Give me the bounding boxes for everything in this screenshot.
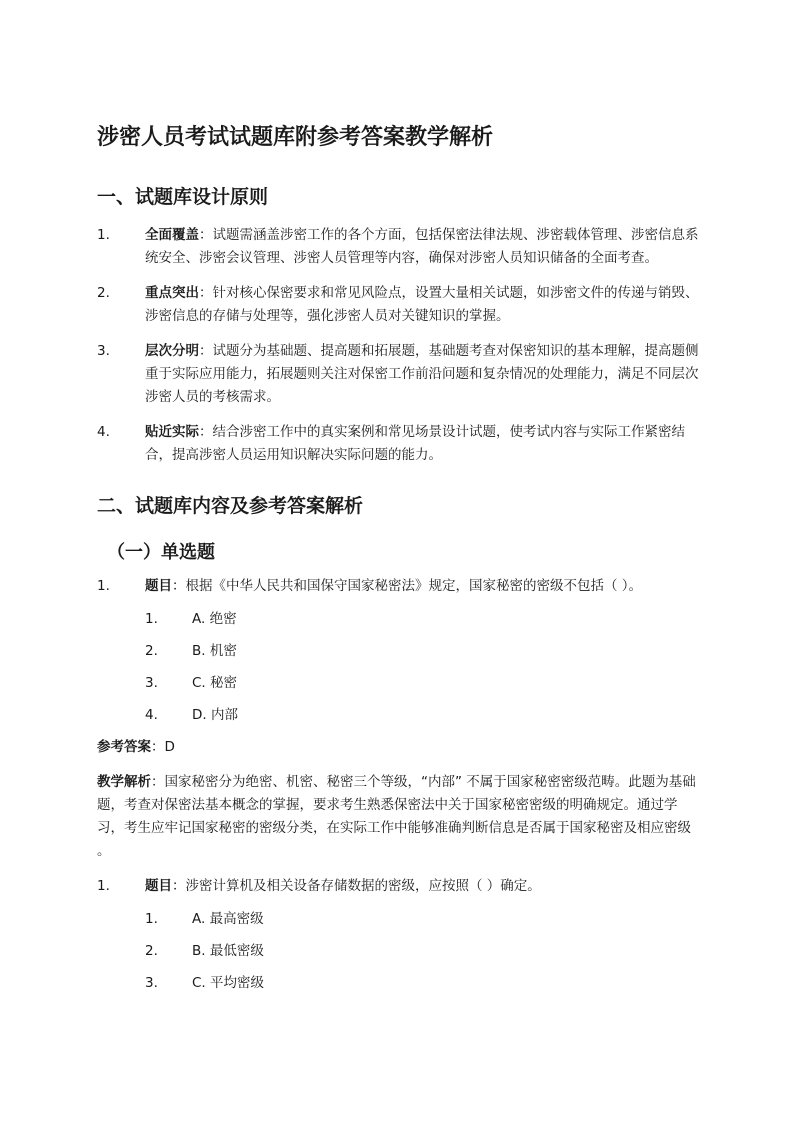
answer-text: ：D [151, 739, 175, 755]
option-text: A. 最高密级 [192, 911, 264, 927]
list-number: 1. [97, 578, 110, 594]
list-number: 2. [145, 943, 158, 959]
principle-text: ：针对核心保密要求和常见风险点，设置大量相关试题，如涉密文件的传递与销毁、涉密信息的存储与处理等，强化涉密人员对关键知识的掌握。 [145, 285, 699, 324]
principle-label: 重点突出 [145, 285, 199, 301]
option-item [97, 940, 703, 963]
option-text: A. 绝密 [192, 611, 237, 627]
list-number: 3. [145, 975, 158, 991]
list-number: 1. [97, 878, 110, 894]
list-number: 3. [145, 675, 158, 691]
principle-item [97, 340, 703, 409]
list-number: 2. [97, 285, 110, 301]
list-number: 4. [97, 424, 110, 440]
analysis-text: ：国家秘密分为绝密、机密、秘密三个等级，“内部” 不属于国家秘密密级范畴。此题为基础题，考查对保密法基本概念的掌握，要求考生熟悉保密法中关于国家秘密密级的明确规定。通过学习，考生应牢记国家秘密的密级分类，在实际工作中能够准确判断信息是否属于国家秘密及相应密级 。 [97, 774, 696, 859]
list-number: 1. [97, 227, 110, 243]
principle-item [97, 224, 703, 270]
list-number: 3. [97, 343, 110, 359]
question-label: 题目 [145, 578, 172, 594]
option-list [97, 908, 703, 995]
principle-label: 全面覆盖 [145, 227, 199, 243]
teaching-analysis [97, 771, 703, 863]
option-item [97, 640, 703, 663]
reference-answer [97, 736, 703, 759]
principle-text: ：试题分为基础题、提高题和拓展题，基础题考查对保密知识的基本理解，提高题侧重于实际应用能力，拓展题则关注对保密工作前沿问题和复杂情况的处理能力，满足不同层次涉密人员的考核需求。 [145, 343, 699, 405]
question-text: ：根据《中华人民共和国保守国家秘密法》规定，国家秘密的密级不包括（ ）。 [172, 578, 643, 594]
option-item [97, 908, 703, 931]
principle-label: 层次分明 [145, 343, 199, 359]
option-text: D. 内部 [192, 707, 238, 723]
principle-text: ：结合涉密工作中的真实案例和常见场景设计试题，使考试内容与实际工作紧密结合，提高涉密人员运用知识解决实际问题的能力。 [145, 424, 685, 463]
question-item [97, 875, 703, 898]
list-number: 2. [145, 643, 158, 659]
document-page [97, 118, 703, 1004]
section-heading-design-principles: 一、试题库设计原则 [97, 186, 269, 208]
principle-text: ：试题需涵盖涉密工作的各个方面，包括保密法律法规、涉密载体管理、涉密信息系统安全、涉密会议管理、涉密人员管理等内容，确保对涉密人员知识储备的全面考查。 [145, 227, 699, 266]
principle-item [97, 282, 703, 328]
analysis-label: 教学解析 [97, 774, 151, 790]
question-item [97, 575, 703, 598]
question-label: 题目 [145, 878, 172, 894]
list-number: 1. [145, 911, 158, 927]
question-text: ：涉密计算机及相关设备存储数据的密级，应按照（ ）确定。 [172, 878, 541, 894]
option-item [97, 672, 703, 695]
option-text: C. 秘密 [192, 675, 238, 691]
option-text: B. 最低密级 [192, 943, 264, 959]
list-number: 4. [145, 707, 158, 723]
option-list [97, 608, 703, 727]
list-number: 1. [145, 611, 158, 627]
principle-label: 贴近实际 [145, 424, 199, 440]
section-heading-content-answers: 二、试题库内容及参考答案解析 [97, 495, 364, 517]
option-text: C. 平均密级 [192, 975, 265, 991]
option-text: B. 机密 [192, 643, 237, 659]
answer-label: 参考答案 [97, 739, 151, 755]
option-item [97, 704, 703, 727]
document-title: 涉密人员考试试题库附参考答案教学解析 [97, 125, 494, 150]
subsection-heading-single-choice: （一）单选题 [107, 542, 215, 563]
principle-item [97, 421, 703, 467]
option-item [97, 608, 703, 631]
option-item [97, 972, 703, 995]
